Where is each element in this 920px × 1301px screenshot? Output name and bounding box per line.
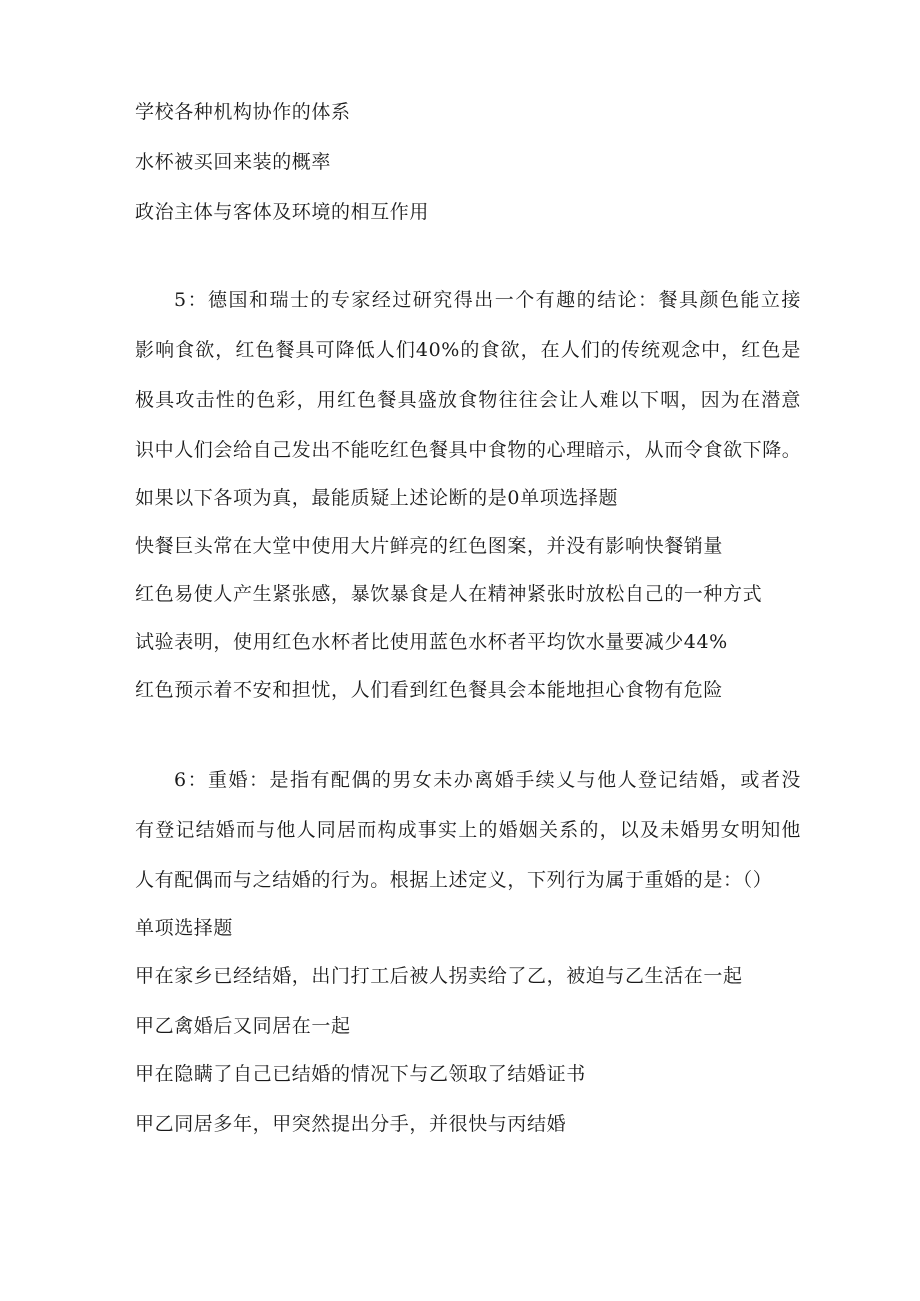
question-5-option: 红色易使人产生紧张感，暴饮暴食是人在精神紧张时放松自己的一种方式 [135, 583, 763, 605]
question-5-stem: 识中人们会给自己发出不能吃红色餐具中食物的心理暗示，从而令食欲下降。 [135, 439, 802, 461]
question-5-option: 红色预示着不安和担忧，人们看到红色餐具会本能地担心食物有危险 [135, 679, 724, 701]
question-6-stem: 有登记结婚而与他人同居而构成事实上的婚姻关系的，以及未婚男女明知他 [135, 819, 801, 841]
option-text: 水杯被买回来装的概率 [135, 151, 332, 173]
question-5-option: 快餐巨头常在大堂中使用大片鲜亮的红色图案，并没有影响快餐销量 [135, 535, 724, 557]
question-6-option: 甲乙禽婚后又同居在一起 [135, 1015, 351, 1037]
question-6-stem: 人有配偶而与之结婚的行为。根据上述定义，下列行为属于重婚的是：（） [135, 869, 773, 891]
question-6-option: 甲在家乡已经结婚，出门打工后被人拐卖给了乙，被迫与乙生活在一起 [135, 965, 743, 987]
question-5-stem: 极具攻击性的色彩，用红色餐具盛放食物往往会让人难以下咽，因为在潜意 [135, 389, 801, 411]
question-6-option: 甲在隐瞒了自己已结婚的情况下与乙领取了结婚证书 [135, 1063, 586, 1085]
question-5-stem: 影响食欲，红色餐具可降低人们40%的食欲，在人们的传统观念中，红色是 [135, 339, 801, 361]
option-text: 政治主体与客体及环境的相互作用 [135, 201, 430, 223]
question-6-type: 单项选择题 [135, 917, 234, 939]
question-5-option: 试验表明，使用红色水杯者比使用蓝色水杯者平均饮水量要减少44% [135, 631, 728, 653]
option-text: 学校各种机构协作的体系 [135, 101, 351, 123]
question-6-stem: 6：重婚：是指有配偶的男女未办离婚手续乂与他人登记结婚，或者没 [174, 769, 801, 791]
question-6-option: 甲乙同居多年，甲突然提出分手，并很快与丙结婚 [135, 1113, 567, 1135]
question-5-stem: 5：德国和瑞士的专家经过研究得出一个有趣的结论：餐具颜色能立接 [174, 289, 801, 311]
question-5-stem: 如果以下各项为真，最能质疑上述论断的是0单项选择题 [135, 487, 619, 509]
